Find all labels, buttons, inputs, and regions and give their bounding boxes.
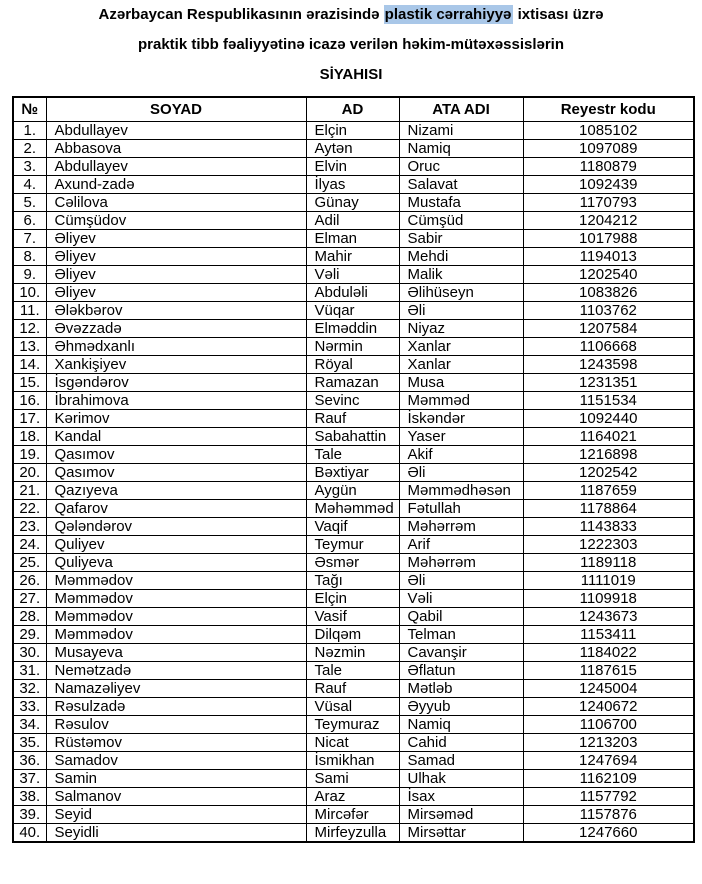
cell-reyestr-kodu: 1178864 xyxy=(523,499,694,517)
cell-ad: Mircəfər xyxy=(306,805,399,823)
cell-soyad: Qasımov xyxy=(46,445,306,463)
cell-ad: Adil xyxy=(306,211,399,229)
cell-ata-adi: Namiq xyxy=(399,139,523,157)
cell-soyad: Qasımov xyxy=(46,463,306,481)
cell-soyad: Seyidli xyxy=(46,823,306,842)
cell-no: 20. xyxy=(13,463,46,481)
cell-soyad: Abbasova xyxy=(46,139,306,157)
table-row xyxy=(13,229,694,247)
cell-ata-adi: Akif xyxy=(399,445,523,463)
cell-ad: Bəxtiyar xyxy=(306,463,399,481)
cell-no: 31. xyxy=(13,661,46,679)
cell-ata-adi: Əli xyxy=(399,571,523,589)
table-header-row xyxy=(13,97,694,121)
cell-ad: Vəli xyxy=(306,265,399,283)
cell-soyad: Kərimov xyxy=(46,409,306,427)
cell-reyestr-kodu: 1106700 xyxy=(523,715,694,733)
cell-ata-adi: Əli xyxy=(399,463,523,481)
table-row xyxy=(13,823,694,842)
cell-reyestr-kodu: 1164021 xyxy=(523,427,694,445)
cell-ata-adi: Oruc xyxy=(399,157,523,175)
table-row xyxy=(13,733,694,751)
column-header-ad: AD xyxy=(306,97,399,121)
cell-no: 35. xyxy=(13,733,46,751)
cell-ad: Tağı xyxy=(306,571,399,589)
cell-no: 23. xyxy=(13,517,46,535)
cell-ata-adi: Məmmədhəsən xyxy=(399,481,523,499)
cell-reyestr-kodu: 1245004 xyxy=(523,679,694,697)
table-row xyxy=(13,427,694,445)
cell-ata-adi: Mətləb xyxy=(399,679,523,697)
cell-reyestr-kodu: 1204212 xyxy=(523,211,694,229)
cell-ata-adi: Cahid xyxy=(399,733,523,751)
cell-ata-adi: Cümşüd xyxy=(399,211,523,229)
cell-reyestr-kodu: 1106668 xyxy=(523,337,694,355)
title-text-post: ixtisası üzrə xyxy=(513,6,604,23)
cell-soyad: Namazəliyev xyxy=(46,679,306,697)
cell-ata-adi: Əyyub xyxy=(399,697,523,715)
cell-ata-adi: Ulhak xyxy=(399,769,523,787)
cell-ata-adi: Fətullah xyxy=(399,499,523,517)
cell-soyad: Qələndərov xyxy=(46,517,306,535)
cell-no: 29. xyxy=(13,625,46,643)
cell-reyestr-kodu: 1162109 xyxy=(523,769,694,787)
table-row xyxy=(13,517,694,535)
cell-ad: Teymur xyxy=(306,535,399,553)
cell-no: 13. xyxy=(13,337,46,355)
table-row xyxy=(13,643,694,661)
cell-reyestr-kodu: 1092439 xyxy=(523,175,694,193)
table-row xyxy=(13,553,694,571)
cell-reyestr-kodu: 1243673 xyxy=(523,607,694,625)
cell-soyad: Rüstəmov xyxy=(46,733,306,751)
cell-soyad: Məmmədov xyxy=(46,607,306,625)
table-row xyxy=(13,247,694,265)
cell-ata-adi: Əflatun xyxy=(399,661,523,679)
table-row xyxy=(13,661,694,679)
table-row xyxy=(13,607,694,625)
cell-no: 8. xyxy=(13,247,46,265)
cell-reyestr-kodu: 1187615 xyxy=(523,661,694,679)
cell-ad: Teymuraz xyxy=(306,715,399,733)
table-row xyxy=(13,715,694,733)
cell-no: 10. xyxy=(13,283,46,301)
cell-no: 9. xyxy=(13,265,46,283)
cell-ad: Dilqəm xyxy=(306,625,399,643)
cell-ad: Röyal xyxy=(306,355,399,373)
cell-ata-adi: Əli xyxy=(399,301,523,319)
cell-ata-adi: Mehdi xyxy=(399,247,523,265)
cell-ad: Elvin xyxy=(306,157,399,175)
cell-no: 33. xyxy=(13,697,46,715)
cell-soyad: Cəlilova xyxy=(46,193,306,211)
cell-soyad: Nemətzadə xyxy=(46,661,306,679)
cell-ata-adi: Qabil xyxy=(399,607,523,625)
cell-reyestr-kodu: 1189118 xyxy=(523,553,694,571)
cell-ad: Məhəmməd xyxy=(306,499,399,517)
cell-reyestr-kodu: 1240672 xyxy=(523,697,694,715)
document-title xyxy=(0,0,702,90)
cell-ad: İsmikhan xyxy=(306,751,399,769)
cell-reyestr-kodu: 1180879 xyxy=(523,157,694,175)
cell-soyad: Əliyev xyxy=(46,265,306,283)
cell-ad: Rauf xyxy=(306,679,399,697)
cell-reyestr-kodu: 1243598 xyxy=(523,355,694,373)
cell-soyad: İbrahimova xyxy=(46,391,306,409)
cell-no: 17. xyxy=(13,409,46,427)
table-row xyxy=(13,337,694,355)
cell-ata-adi: Arif xyxy=(399,535,523,553)
cell-ad: Elməddin xyxy=(306,319,399,337)
cell-ata-adi: Məhərrəm xyxy=(399,553,523,571)
cell-no: 27. xyxy=(13,589,46,607)
cell-soyad: Əliyev xyxy=(46,283,306,301)
cell-soyad: Əliyev xyxy=(46,247,306,265)
cell-reyestr-kodu: 1213203 xyxy=(523,733,694,751)
cell-reyestr-kodu: 1017988 xyxy=(523,229,694,247)
cell-reyestr-kodu: 1194013 xyxy=(523,247,694,265)
cell-no: 12. xyxy=(13,319,46,337)
cell-reyestr-kodu: 1083826 xyxy=(523,283,694,301)
cell-ad: Mahir xyxy=(306,247,399,265)
cell-ata-adi: Məhərrəm xyxy=(399,517,523,535)
cell-reyestr-kodu: 1184022 xyxy=(523,643,694,661)
cell-soyad: Qazıyeva xyxy=(46,481,306,499)
cell-reyestr-kodu: 1202542 xyxy=(523,463,694,481)
cell-soyad: Rəsulov xyxy=(46,715,306,733)
cell-ad: Tale xyxy=(306,445,399,463)
table-row xyxy=(13,769,694,787)
cell-ata-adi: Yaser xyxy=(399,427,523,445)
table-row xyxy=(13,373,694,391)
cell-ad: Aygün xyxy=(306,481,399,499)
cell-soyad: Samin xyxy=(46,769,306,787)
cell-ata-adi: Mustafa xyxy=(399,193,523,211)
cell-soyad: Qafarov xyxy=(46,499,306,517)
table-row xyxy=(13,625,694,643)
column-header-reyestr-kodu: Reyestr kodu xyxy=(523,97,694,121)
cell-reyestr-kodu: 1231351 xyxy=(523,373,694,391)
cell-soyad: Abdullayev xyxy=(46,121,306,139)
cell-no: 39. xyxy=(13,805,46,823)
cell-soyad: Kandal xyxy=(46,427,306,445)
page-title-line-3: SİYAHISI xyxy=(319,66,383,83)
cell-ad: Vasif xyxy=(306,607,399,625)
cell-no: 15. xyxy=(13,373,46,391)
table-row xyxy=(13,391,694,409)
cell-no: 28. xyxy=(13,607,46,625)
cell-ad: Vüsal xyxy=(306,697,399,715)
table-row xyxy=(13,301,694,319)
cell-reyestr-kodu: 1222303 xyxy=(523,535,694,553)
cell-ad: Əsmər xyxy=(306,553,399,571)
table-row xyxy=(13,679,694,697)
cell-ad: Sabahattin xyxy=(306,427,399,445)
cell-soyad: Seyid xyxy=(46,805,306,823)
cell-soyad: Axund-zadə xyxy=(46,175,306,193)
cell-no: 1. xyxy=(13,121,46,139)
table-row xyxy=(13,445,694,463)
doctors-table xyxy=(12,96,695,843)
cell-reyestr-kodu: 1170793 xyxy=(523,193,694,211)
cell-soyad: Abdullayev xyxy=(46,157,306,175)
cell-ata-adi: Mirsəttar xyxy=(399,823,523,842)
cell-ad: Vüqar xyxy=(306,301,399,319)
cell-ata-adi: İskəndər xyxy=(399,409,523,427)
cell-no: 3. xyxy=(13,157,46,175)
table-row xyxy=(13,481,694,499)
table-row xyxy=(13,787,694,805)
cell-ata-adi: Məmməd xyxy=(399,391,523,409)
cell-ad: İlyas xyxy=(306,175,399,193)
cell-ad: Sami xyxy=(306,769,399,787)
cell-soyad: Məmmədov xyxy=(46,571,306,589)
cell-no: 21. xyxy=(13,481,46,499)
cell-no: 16. xyxy=(13,391,46,409)
cell-ata-adi: Mirsəməd xyxy=(399,805,523,823)
cell-soyad: Xankişiyev xyxy=(46,355,306,373)
cell-ata-adi: Samad xyxy=(399,751,523,769)
cell-ad: Sevinc xyxy=(306,391,399,409)
cell-ata-adi: Salavat xyxy=(399,175,523,193)
table-row xyxy=(13,319,694,337)
cell-ad: Abduləli xyxy=(306,283,399,301)
table-row xyxy=(13,751,694,769)
cell-no: 40. xyxy=(13,823,46,842)
cell-no: 18. xyxy=(13,427,46,445)
cell-no: 24. xyxy=(13,535,46,553)
cell-reyestr-kodu: 1247660 xyxy=(523,823,694,842)
table-row xyxy=(13,283,694,301)
table-row xyxy=(13,175,694,193)
cell-soyad: Əvəzzadə xyxy=(46,319,306,337)
cell-no: 36. xyxy=(13,751,46,769)
cell-soyad: Salmanov xyxy=(46,787,306,805)
highlighted-term: plastik cərrahiyyə xyxy=(384,6,512,23)
cell-reyestr-kodu: 1103762 xyxy=(523,301,694,319)
cell-ata-adi: Xanlar xyxy=(399,355,523,373)
cell-ata-adi: Sabir xyxy=(399,229,523,247)
cell-reyestr-kodu: 1092440 xyxy=(523,409,694,427)
table-row xyxy=(13,463,694,481)
cell-soyad: Əliyev xyxy=(46,229,306,247)
cell-soyad: Quliyev xyxy=(46,535,306,553)
cell-ad: Elman xyxy=(306,229,399,247)
cell-reyestr-kodu: 1153411 xyxy=(523,625,694,643)
cell-no: 30. xyxy=(13,643,46,661)
cell-ata-adi: Vəli xyxy=(399,589,523,607)
cell-no: 22. xyxy=(13,499,46,517)
cell-ata-adi: Telman xyxy=(399,625,523,643)
table-row xyxy=(13,265,694,283)
cell-ad: Mirfeyzulla xyxy=(306,823,399,842)
cell-reyestr-kodu: 1216898 xyxy=(523,445,694,463)
cell-reyestr-kodu: 1097089 xyxy=(523,139,694,157)
cell-reyestr-kodu: 1111019 xyxy=(523,571,694,589)
cell-ad: Nərmin xyxy=(306,337,399,355)
table-row xyxy=(13,139,694,157)
cell-no: 26. xyxy=(13,571,46,589)
cell-ata-adi: İsax xyxy=(399,787,523,805)
cell-ata-adi: Malik xyxy=(399,265,523,283)
cell-soyad: Məmmədov xyxy=(46,589,306,607)
cell-no: 37. xyxy=(13,769,46,787)
table-row xyxy=(13,535,694,553)
cell-ata-adi: Əlihüseyn xyxy=(399,283,523,301)
cell-ad: Rauf xyxy=(306,409,399,427)
column-header-no: № xyxy=(13,97,46,121)
cell-ata-adi: Musa xyxy=(399,373,523,391)
table-row xyxy=(13,193,694,211)
cell-no: 14. xyxy=(13,355,46,373)
table-row xyxy=(13,805,694,823)
table-row xyxy=(13,121,694,139)
cell-reyestr-kodu: 1085102 xyxy=(523,121,694,139)
table-row xyxy=(13,409,694,427)
cell-soyad: Quliyeva xyxy=(46,553,306,571)
cell-ata-adi: Niyaz xyxy=(399,319,523,337)
cell-no: 19. xyxy=(13,445,46,463)
cell-soyad: Musayeva xyxy=(46,643,306,661)
page-title-line-1 xyxy=(0,0,702,30)
page-title-line-2: praktik tibb fəaliyyətinə icazə verilən həkim-mütəxəssislərin xyxy=(137,36,565,53)
cell-ad: Tale xyxy=(306,661,399,679)
cell-no: 6. xyxy=(13,211,46,229)
cell-soyad: Rəsulzadə xyxy=(46,697,306,715)
cell-reyestr-kodu: 1202540 xyxy=(523,265,694,283)
cell-soyad: Cümşüdov xyxy=(46,211,306,229)
cell-reyestr-kodu: 1157792 xyxy=(523,787,694,805)
table-row xyxy=(13,571,694,589)
cell-ad: Araz xyxy=(306,787,399,805)
cell-soyad: Ələkbərov xyxy=(46,301,306,319)
cell-ata-adi: Nizami xyxy=(399,121,523,139)
cell-ad: Ramazan xyxy=(306,373,399,391)
cell-no: 34. xyxy=(13,715,46,733)
cell-ad: Elçin xyxy=(306,589,399,607)
table-row xyxy=(13,157,694,175)
cell-reyestr-kodu: 1143833 xyxy=(523,517,694,535)
cell-ata-adi: Namiq xyxy=(399,715,523,733)
cell-ad: Günay xyxy=(306,193,399,211)
cell-reyestr-kodu: 1151534 xyxy=(523,391,694,409)
table-row xyxy=(13,697,694,715)
cell-soyad: Əhmədxanlı xyxy=(46,337,306,355)
cell-ad: Vaqif xyxy=(306,517,399,535)
cell-reyestr-kodu: 1157876 xyxy=(523,805,694,823)
cell-ata-adi: Cavanşir xyxy=(399,643,523,661)
cell-no: 2. xyxy=(13,139,46,157)
table-row xyxy=(13,211,694,229)
column-header-soyad: SOYAD xyxy=(46,97,306,121)
cell-no: 4. xyxy=(13,175,46,193)
cell-soyad: İsgəndərov xyxy=(46,373,306,391)
cell-no: 7. xyxy=(13,229,46,247)
cell-no: 25. xyxy=(13,553,46,571)
cell-no: 32. xyxy=(13,679,46,697)
table-row xyxy=(13,355,694,373)
cell-soyad: Samadov xyxy=(46,751,306,769)
table-body xyxy=(13,121,694,842)
cell-ad: Nicat xyxy=(306,733,399,751)
cell-reyestr-kodu: 1109918 xyxy=(523,589,694,607)
cell-reyestr-kodu: 1247694 xyxy=(523,751,694,769)
cell-ata-adi: Xanlar xyxy=(399,337,523,355)
cell-ad: Nəzmin xyxy=(306,643,399,661)
column-header-ata-adi: ATA ADI xyxy=(399,97,523,121)
cell-reyestr-kodu: 1207584 xyxy=(523,319,694,337)
table-row xyxy=(13,499,694,517)
cell-ad: Elçin xyxy=(306,121,399,139)
cell-ad: Aytən xyxy=(306,139,399,157)
cell-no: 38. xyxy=(13,787,46,805)
cell-reyestr-kodu: 1187659 xyxy=(523,481,694,499)
cell-no: 11. xyxy=(13,301,46,319)
cell-no: 5. xyxy=(13,193,46,211)
cell-soyad: Məmmədov xyxy=(46,625,306,643)
title-text-pre: Azərbaycan Respublikasının ərazisində xyxy=(98,6,384,23)
table-row xyxy=(13,589,694,607)
